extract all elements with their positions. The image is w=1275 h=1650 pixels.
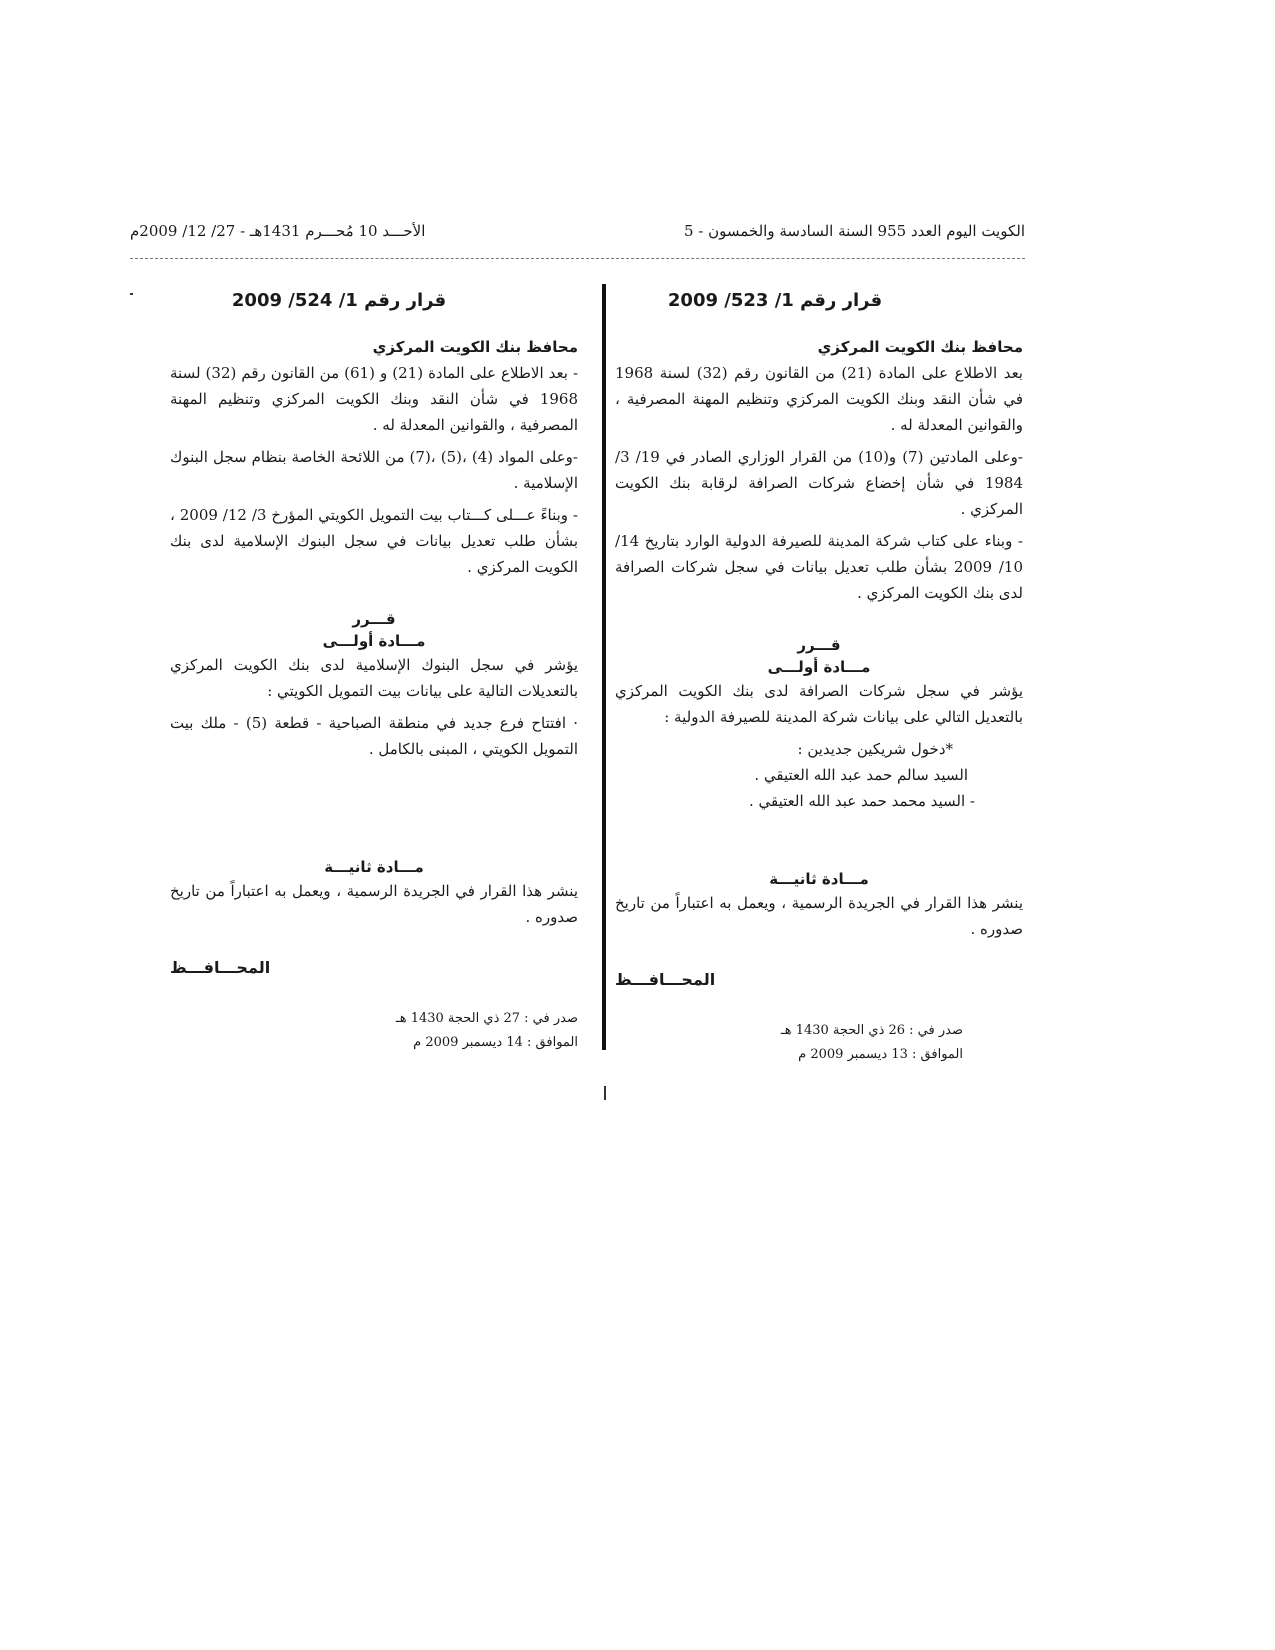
- article-2-heading: مـــادة ثانيـــة: [324, 858, 424, 876]
- scan-mark: [604, 1086, 606, 1100]
- article-2-text: ينشر هذا القرار في الجريدة الرسمية ، ويعمل به اعتباراً من تاريخ صدوره .: [170, 882, 578, 926]
- article-1-heading: مـــادة أولـــى: [322, 632, 426, 650]
- article-2-text: ينشر هذا القرار في الجريدة الرسمية ، ويعمل به اعتباراً من تاريخ صدوره .: [615, 894, 1023, 938]
- governor-signature: المحـــافـــظ: [170, 958, 271, 977]
- issued-date-hijri: صدر في : 27 ذي الحجة 1430 هـ: [395, 1011, 578, 1026]
- decision-523: [615, 290, 1023, 1067]
- preamble-paragraph: -وعلى المادتين (7) و(10) من القرار الوزاري الصادر في 19/ 3/ 1984 في شأن إخضاع شركات الصرافة لرقابة بنك الكويت المركزي .: [615, 448, 1023, 518]
- preamble-paragraph: - بعد الاطلاع على المادة (21) و (61) من القانون رقم (32) لسنة 1968 في شأن النقد وبنك الكويت المركزي وتنظيم المهنة المصرفية ، والقوانين المعدلة له .: [170, 364, 579, 434]
- preamble-paragraph: - وبناءً عـــلى كـــتاب بيت التمويل الكويتي المؤرخ 3/ 12/ 2009 ، بشأن طلب تعديل بيانات في سجل البنوك الإسلامية لدى بنك الكويت المركزي .: [170, 506, 578, 576]
- article-1-item: السيد سالم حمد عبد الله العتيقي .: [754, 766, 968, 784]
- governor-signature: المحـــافـــظ: [615, 970, 716, 989]
- decided-heading: قـــرر: [352, 610, 396, 628]
- article-1-text: يؤشر في سجل شركات الصرافة لدى بنك الكويت المركزي بالتعديل التالي على بيانات شركة المدينة للصيرفة الدولية :: [615, 682, 1023, 726]
- decision-title: قرار رقم 1/ 524/ 2009: [231, 290, 447, 311]
- preamble-paragraph: - وبناء على كتاب شركة المدينة للصيرفة الدولية الوارد بتاريخ 14/ 10/ 2009 بشأن طلب تعديل بيانات في سجل شركات الصرافة لدى بنك الكويت المركزي .: [615, 532, 1023, 602]
- article-1-item: *دخول شريكين جديدين :: [797, 740, 953, 758]
- issued-date-hijri: صدر في : 26 ذي الحجة 1430 هـ: [780, 1023, 963, 1038]
- decided-heading: قـــرر: [797, 636, 841, 654]
- preamble-paragraph: -وعلى المواد (4) ،(5) ،(7) من اللائحة الخاصة بنظام سجل البنوك الإسلامية .: [170, 448, 578, 492]
- article-1-heading: مـــادة أولـــى: [767, 658, 871, 676]
- column-divider: [602, 284, 606, 1050]
- issued-date-gregorian: الموافق : 14 ديسمبر 2009 م: [413, 1035, 578, 1050]
- decision-524: [170, 290, 578, 1055]
- issued-date-gregorian: الموافق : 13 ديسمبر 2009 م: [798, 1047, 963, 1062]
- article-2-heading: مـــادة ثانيـــة: [769, 870, 869, 888]
- issuing-authority: محافظ بنك الكويت المركزي: [372, 338, 578, 356]
- running-header-left: الأحـــد 10 مُحـــرم 1431هـ - 27/ 12/ 2009م: [130, 222, 426, 240]
- decision-title: قرار رقم 1/ 523/ 2009: [667, 290, 883, 311]
- article-1-item: · افتتاح فرع جديد في منطقة الصباحية - قطعة (5) - ملك بيت التمويل الكويتي ، المبنى بالكامل .: [170, 714, 578, 758]
- issuing-authority: محافظ بنك الكويت المركزي: [817, 338, 1023, 356]
- article-1-item: - السيد محمد حمد عبد الله العتيقي .: [748, 792, 975, 810]
- preamble-paragraph: بعد الاطلاع على المادة (21) من القانون رقم (32) لسنة 1968 في شأن النقد وبنك الكويت المركزي وتنظيم المهنة المصرفية ، والقوانين المعدلة له .: [615, 364, 1023, 434]
- article-1-text: يؤشر في سجل البنوك الإسلامية لدى بنك الكويت المركزي بالتعديلات التالية على بيانات بيت التمويل الكويتي :: [170, 656, 578, 700]
- header-rule: [130, 258, 1025, 259]
- running-header-right: الكويت اليوم العدد 955 السنة السادسة والخمسون - 5: [683, 222, 1025, 240]
